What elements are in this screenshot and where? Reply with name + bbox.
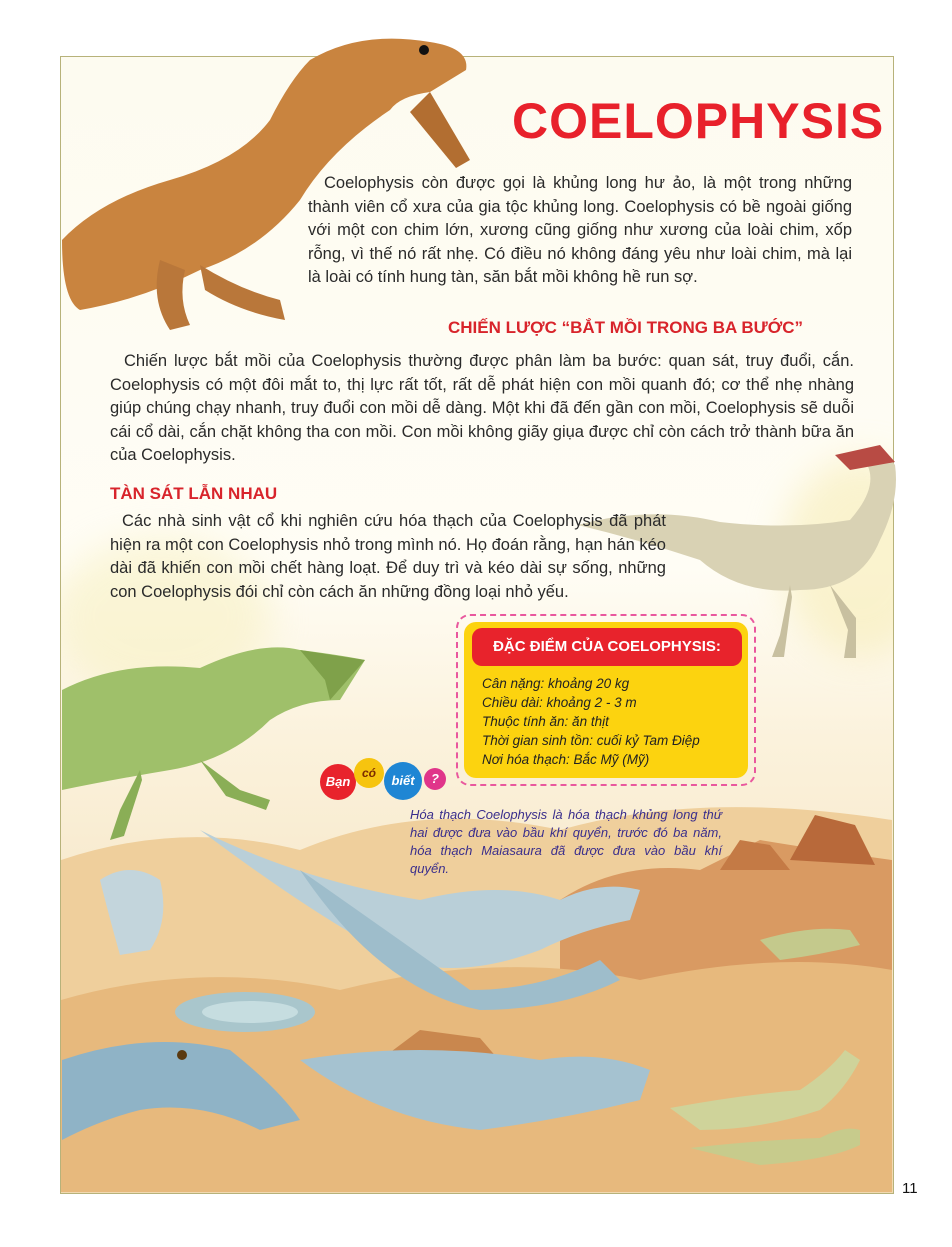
characteristics-box xyxy=(456,614,756,786)
characteristic-fossil-location: Nơi hóa thạch: Bắc Mỹ (Mỹ) xyxy=(482,752,650,767)
characteristics-list xyxy=(482,674,700,769)
coelophysis-illustration-green xyxy=(62,647,365,840)
did-you-know-badge-ban: Bạn xyxy=(320,764,356,800)
did-you-know-text: Hóa thạch Coelophysis là hóa thạch khủng long thứ hai được đưa vào bầu khí quyển, trước đó ba năm, hóa thạch Maiasaura đã được đưa vào bầu khí quyển. xyxy=(410,807,722,876)
did-you-know-badge-co: có xyxy=(354,758,384,788)
page-title: COELOPHYSIS xyxy=(512,93,885,149)
characteristic-length: Chiều dài: khoảng 2 - 3 m xyxy=(482,695,637,710)
characteristic-period: Thời gian sinh tồn: cuối kỷ Tam Điệp xyxy=(482,733,700,748)
page-number: 11 xyxy=(902,1180,918,1197)
hunting-strategy-paragraph: Chiến lược bắt mồi của Coelophysis thường được phân làm ba bước: quan sát, truy đuổi, cắn. Coelophysis có một đôi mắt to, thị lực rất tốt, rất dễ phát hiện con mồi quanh đó; cơ thể nhẹ nhàng giúp chúng chạy nhanh, truy đuổi con mồi dễ dàng. Một khi đã đến gần con mồi, Coelophysis sẽ duỗi cái cổ dài, cắn chặt không tha con mồi. Con mồi không giãy giụa được chỉ còn cách trở thành bữa ăn của Coelophysis. xyxy=(110,352,854,464)
cannibalism-heading: TÀN SÁT LẪN NHAU xyxy=(110,484,278,503)
intro-paragraph: Coelophysis còn được gọi là khủng long hư ảo, là một trong những thành viên cổ xưa của gia tộc khủng long. Coelophysis có bề ngoài giống với một con chim lớn, xương cũng giống như xương của loài chim, xốp rỗng, vì thế nó rất nhẹ. Có điều nó không đáng yêu như loài chim, mà lại là loài có tính hung tàn, săn bắt mồi không hề run sợ. xyxy=(308,174,852,286)
characteristics-box-body xyxy=(464,622,748,778)
did-you-know-badge-question-icon: ? xyxy=(424,768,446,790)
characteristic-weight: Cân nặng: khoảng 20 kg xyxy=(482,676,630,691)
did-you-know-badge-biet: biết xyxy=(384,762,422,800)
hunting-strategy-heading: CHIẾN LƯỢC “BẮT MỒI TRONG BA BƯỚC” xyxy=(448,318,804,337)
cannibalism-paragraph: Các nhà sinh vật cổ khi nghiên cứu hóa thạch của Coelophysis đã phát hiện ra một con Coelophysis nhỏ trong mình nó. Họ đoán rằng, hạn hán kéo dài đã khiến con mồi chết hàng loạt. Để duy trì và kéo dài sự sống, những con Coelophysis đói chỉ còn cách ăn những đồng loại nhỏ yếu. xyxy=(110,512,666,601)
characteristic-diet: Thuộc tính ăn: ăn thịt xyxy=(482,714,609,729)
characteristics-heading: ĐẶC ĐIỂM CỦA COELOPHYSIS: xyxy=(472,628,742,666)
